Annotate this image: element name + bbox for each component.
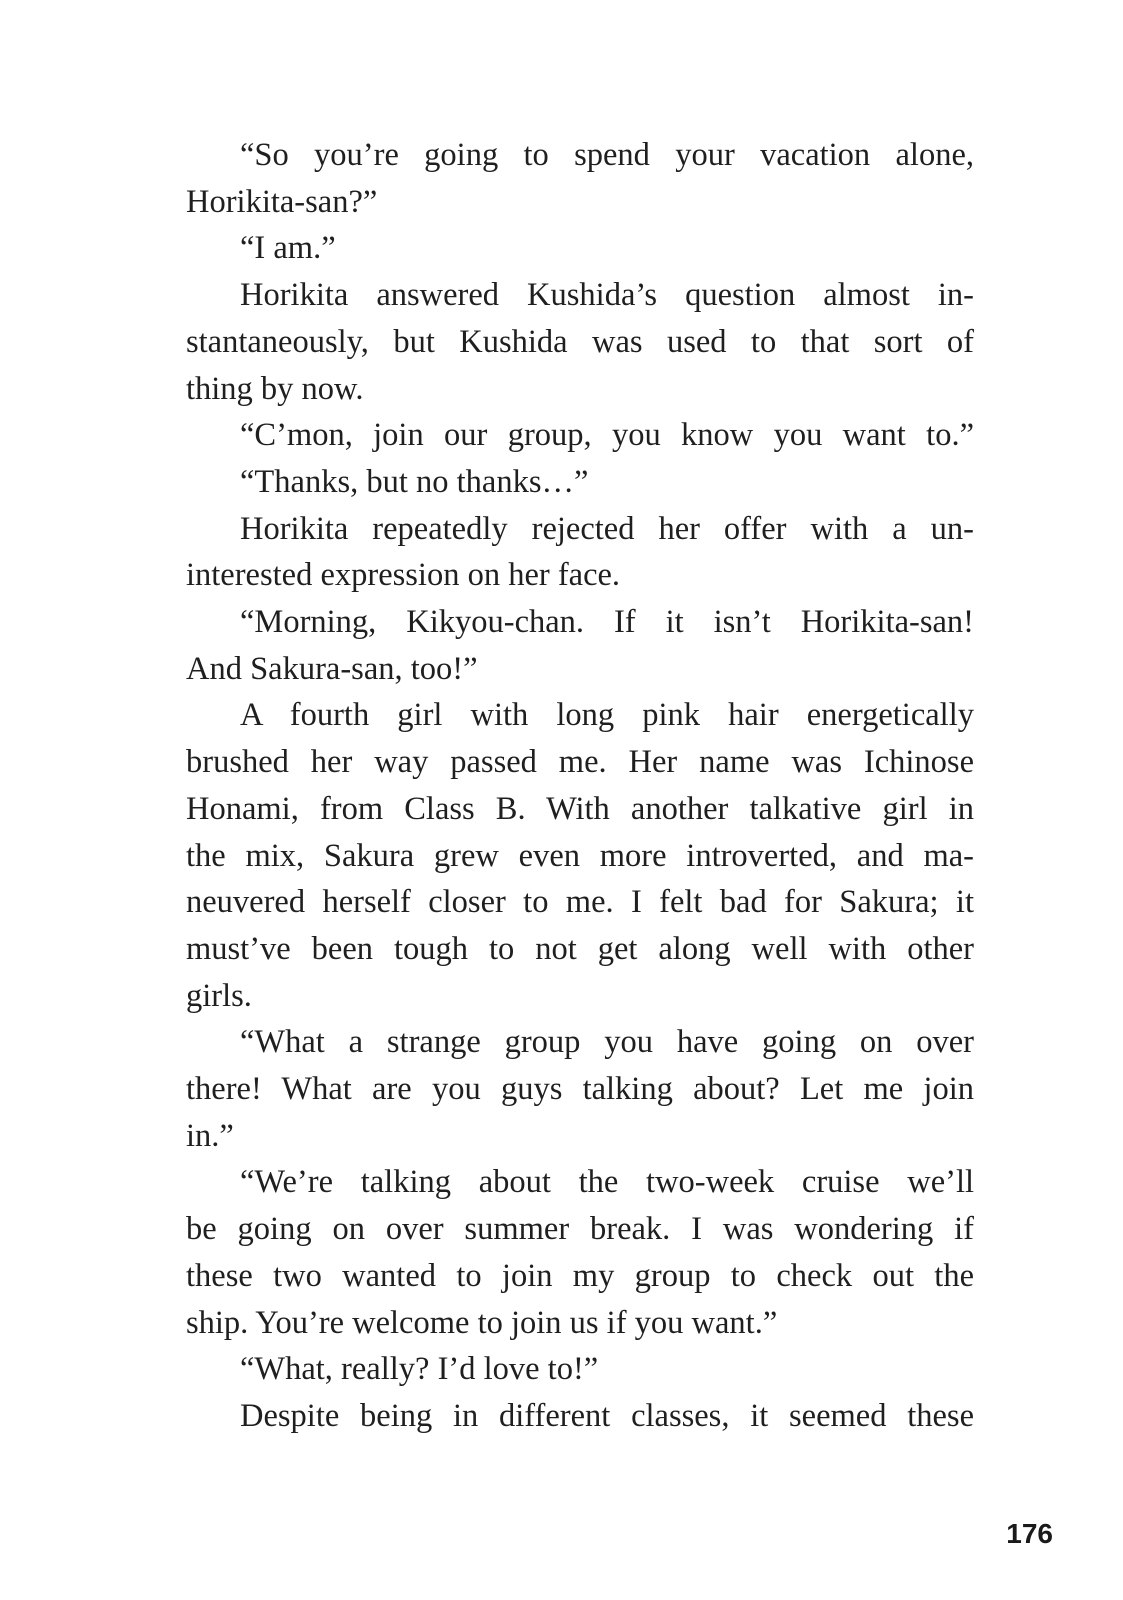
paragraph (186, 1019, 974, 1159)
text-line: And Sakura-san, too!” (186, 650, 478, 687)
text-line: “I am.” (240, 230, 336, 267)
text-line: “Morning, Kikyou-chan. If it isn’t Horikita-san! (240, 604, 974, 641)
text-line: “What a strange group you have going on over (240, 1024, 974, 1061)
paragraph (186, 692, 974, 1019)
page-number: 176 (1006, 1518, 1053, 1549)
text-line: “C’mon, join our group, you know you want to.” (240, 417, 974, 454)
text-line: these two wanted to join my group to check out the (186, 1257, 974, 1294)
text-line: “What, really? I’d love to!” (240, 1351, 599, 1388)
text-line: stantaneously, but Kushida was used to that sort of (186, 323, 974, 360)
paragraph (186, 132, 974, 225)
text-line: “Thanks, but no thanks…” (240, 463, 589, 500)
text-line: Horikita-san?” (186, 183, 378, 220)
text-line: brushed her way passed me. Her name was Ichinose (186, 744, 974, 781)
paragraph (186, 599, 974, 692)
text-line: Horikita repeatedly rejected her offer with a un- (240, 510, 974, 547)
text-line: must’ve been tough to not get along well with other (186, 930, 974, 967)
paragraph (186, 459, 974, 506)
paragraph (186, 1393, 974, 1440)
paragraph (186, 1346, 974, 1393)
text-line: girls. (186, 977, 252, 1014)
text-line: “So you’re going to spend your vacation alone, (240, 137, 974, 173)
text-line: Horikita answered Kushida’s question almost in- (240, 277, 974, 314)
text-line: there! What are you guys talking about? Let me join (186, 1071, 974, 1108)
text-line: Honami, from Class B. With another talkative girl in (186, 790, 974, 827)
text-line: in.” (186, 1117, 234, 1154)
paragraph (186, 1159, 974, 1346)
paragraph (186, 412, 974, 459)
text-line: interested expression on her face. (186, 557, 621, 594)
text-line: Despite being in different classes, it seemed these (240, 1397, 974, 1434)
text-line: thing by now. (186, 370, 364, 407)
paragraph (186, 506, 974, 599)
text-line: the mix, Sakura grew even more introverted, and ma- (186, 837, 974, 874)
paragraph (186, 225, 974, 272)
text-line: “We’re talking about the two-week cruise we’ll (240, 1164, 974, 1201)
paragraph (186, 272, 974, 412)
page-text (186, 132, 974, 1440)
text-line: ship. You’re welcome to join us if you want.” (186, 1304, 778, 1341)
text-line: A fourth girl with long pink hair energetically (240, 697, 974, 734)
text-line: be going on over summer break. I was wondering if (186, 1211, 974, 1248)
text-line: neuvered herself closer to me. I felt bad for Sakura; it (186, 884, 974, 921)
